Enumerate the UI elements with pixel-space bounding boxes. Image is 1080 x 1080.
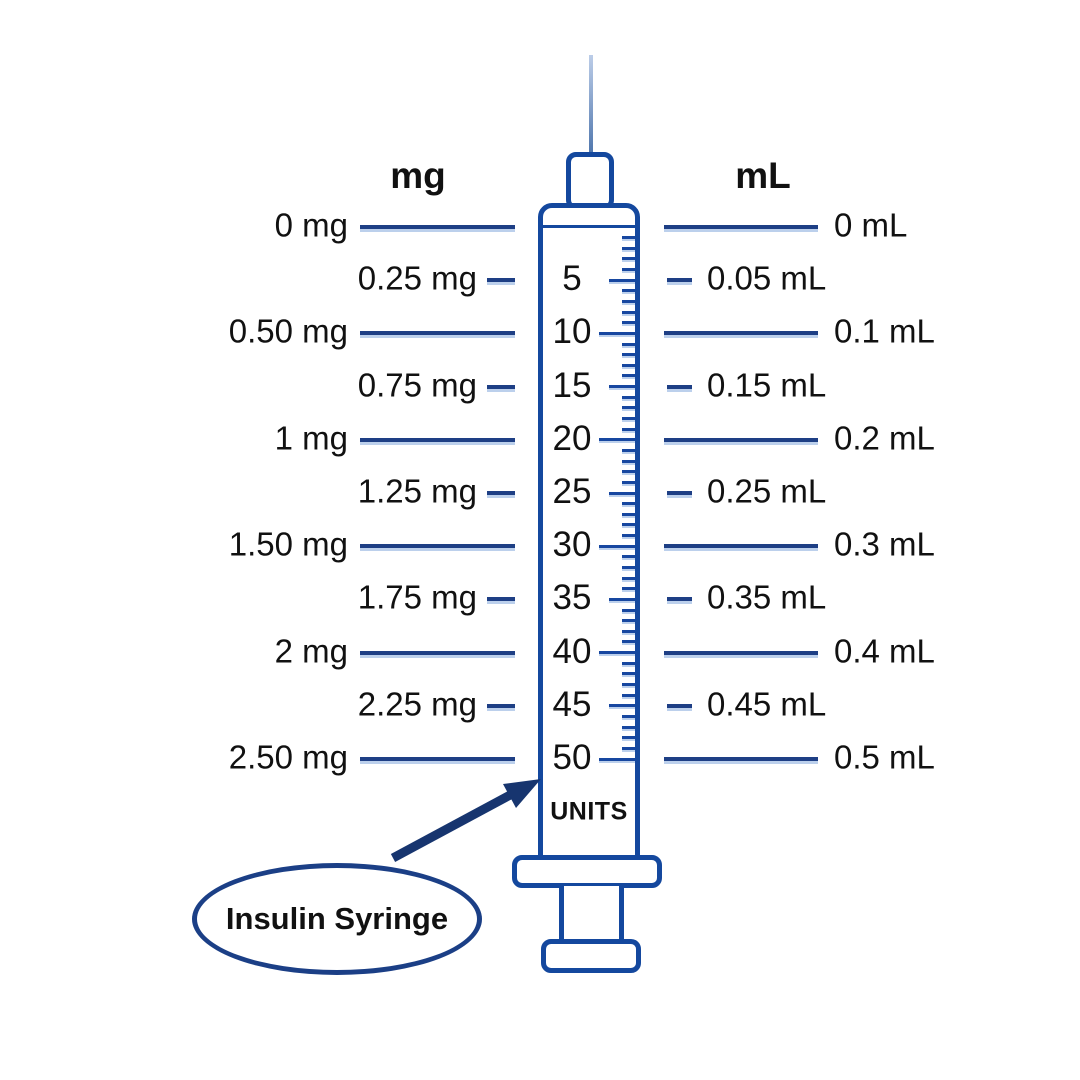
ml-minor-line bbox=[667, 704, 692, 708]
scale-tick bbox=[622, 640, 635, 643]
scale-tick bbox=[622, 481, 635, 484]
scale-tick bbox=[622, 406, 635, 409]
barrel-unit-number: 20 bbox=[552, 418, 592, 458]
scale-tick bbox=[622, 460, 635, 463]
mg-minor-line bbox=[487, 385, 515, 389]
mg-row-label: 2.25 mg bbox=[357, 685, 477, 723]
scale-tick bbox=[599, 332, 635, 335]
scale-tick bbox=[622, 566, 635, 569]
scale-tick bbox=[622, 300, 635, 303]
ml-major-line bbox=[664, 225, 818, 229]
scale-tick bbox=[622, 311, 635, 314]
mg-row-label: 0.50 mg bbox=[228, 312, 348, 350]
scale-tick bbox=[622, 257, 635, 260]
ml-row-label: 0.5 mL bbox=[834, 738, 935, 776]
mg-row-label: 0.75 mg bbox=[357, 366, 477, 404]
scale-tick bbox=[609, 492, 635, 495]
scale-tick bbox=[622, 715, 635, 718]
scale-tick bbox=[622, 587, 635, 590]
ml-row-label: 0.45 mL bbox=[707, 685, 827, 723]
mg-row-label: 1.50 mg bbox=[228, 525, 348, 563]
ml-row-label: 0.4 mL bbox=[834, 632, 935, 670]
ml-major-line bbox=[664, 438, 818, 442]
scale-tick bbox=[622, 321, 635, 324]
scale-tick bbox=[622, 236, 635, 239]
callout-ellipse bbox=[192, 863, 482, 975]
barrel-unit-number: 10 bbox=[552, 312, 592, 352]
ml-minor-line bbox=[667, 597, 692, 601]
scale-tick bbox=[609, 279, 635, 282]
scale-tick bbox=[622, 353, 635, 356]
ml-minor-line bbox=[667, 491, 692, 495]
mg-major-line bbox=[360, 331, 515, 335]
mg-row-label: 1 mg bbox=[274, 419, 348, 457]
mg-major-line bbox=[360, 757, 515, 761]
ml-row-label: 0.3 mL bbox=[834, 525, 935, 563]
ml-major-line bbox=[664, 544, 818, 548]
mg-minor-line bbox=[487, 704, 515, 708]
scale-tick bbox=[622, 247, 635, 250]
mg-minor-line bbox=[487, 597, 515, 601]
mg-row-label: 1.25 mg bbox=[357, 472, 477, 510]
finger-flange bbox=[512, 855, 662, 888]
barrel-unit-number: 5 bbox=[562, 259, 582, 299]
scale-tick bbox=[622, 747, 635, 750]
scale-tick bbox=[622, 289, 635, 292]
scale-tick bbox=[622, 619, 635, 622]
ml-row-label: 0.1 mL bbox=[834, 312, 935, 350]
needle-hub bbox=[566, 152, 614, 210]
barrel-unit-number: 30 bbox=[552, 525, 592, 565]
scale-tick bbox=[622, 523, 635, 526]
scale-tick bbox=[609, 385, 635, 388]
scale-tick bbox=[622, 672, 635, 675]
plunger-end bbox=[541, 939, 641, 973]
scale-tick bbox=[599, 438, 635, 441]
scale-tick bbox=[622, 268, 635, 271]
mg-column-header: mg bbox=[390, 155, 446, 196]
barrel-unit-number: 45 bbox=[552, 684, 592, 724]
barrel-unit-number: 35 bbox=[552, 578, 592, 618]
scale-tick bbox=[622, 662, 635, 665]
scale-tick bbox=[622, 364, 635, 367]
ml-row-label: 0.2 mL bbox=[834, 419, 935, 457]
ml-column-header: mL bbox=[735, 155, 791, 196]
barrel-unit-number: 25 bbox=[552, 472, 592, 512]
scale-tick bbox=[609, 704, 635, 707]
scale-tick bbox=[622, 502, 635, 505]
scale-tick bbox=[622, 449, 635, 452]
scale-tick bbox=[622, 513, 635, 516]
scale-tick bbox=[622, 694, 635, 697]
mg-major-line bbox=[360, 438, 515, 442]
scale-tick bbox=[622, 736, 635, 739]
barrel-shoulder bbox=[538, 203, 640, 230]
mg-major-line bbox=[360, 225, 515, 229]
barrel-unit-number: 15 bbox=[552, 365, 592, 405]
mg-row-label: 2 mg bbox=[274, 632, 348, 670]
scale-tick bbox=[622, 343, 635, 346]
units-label: UNITS bbox=[550, 797, 628, 826]
mg-major-line bbox=[360, 651, 515, 655]
scale-tick bbox=[622, 726, 635, 729]
scale-tick bbox=[622, 396, 635, 399]
barrel-unit-number: 40 bbox=[552, 631, 592, 671]
scale-tick bbox=[622, 577, 635, 580]
scale-tick bbox=[622, 630, 635, 633]
scale-tick bbox=[622, 609, 635, 612]
ml-row-label: 0.15 mL bbox=[707, 366, 827, 404]
ml-row-label: 0 mL bbox=[834, 206, 908, 244]
scale-tick bbox=[622, 555, 635, 558]
ml-row-label: 0.05 mL bbox=[707, 259, 827, 297]
mg-row-label: 2.50 mg bbox=[228, 738, 348, 776]
scale-tick bbox=[622, 534, 635, 537]
mg-minor-line bbox=[487, 491, 515, 495]
ml-major-line bbox=[664, 651, 818, 655]
scale-tick bbox=[622, 428, 635, 431]
plunger-shaft bbox=[559, 886, 624, 942]
ml-major-line bbox=[664, 757, 818, 761]
mg-minor-line bbox=[487, 278, 515, 282]
ml-minor-line bbox=[667, 385, 692, 389]
mg-row-label: 0.25 mg bbox=[357, 259, 477, 297]
scale-tick bbox=[599, 758, 635, 761]
ml-minor-line bbox=[667, 278, 692, 282]
mg-row-label: 0 mg bbox=[274, 206, 348, 244]
ml-row-label: 0.25 mL bbox=[707, 472, 827, 510]
scale-tick bbox=[622, 470, 635, 473]
scale-tick bbox=[622, 683, 635, 686]
barrel-unit-number: 50 bbox=[552, 738, 592, 778]
scale-tick bbox=[599, 545, 635, 548]
mg-row-label: 1.75 mg bbox=[357, 578, 477, 616]
mg-major-line bbox=[360, 544, 515, 548]
scale-tick bbox=[609, 598, 635, 601]
scale-tick bbox=[622, 417, 635, 420]
ml-major-line bbox=[664, 331, 818, 335]
callout-label: Insulin Syringe bbox=[225, 901, 449, 936]
scale-tick bbox=[599, 651, 635, 654]
ml-row-label: 0.35 mL bbox=[707, 578, 827, 616]
needle-icon bbox=[589, 55, 593, 154]
scale-tick bbox=[622, 374, 635, 377]
